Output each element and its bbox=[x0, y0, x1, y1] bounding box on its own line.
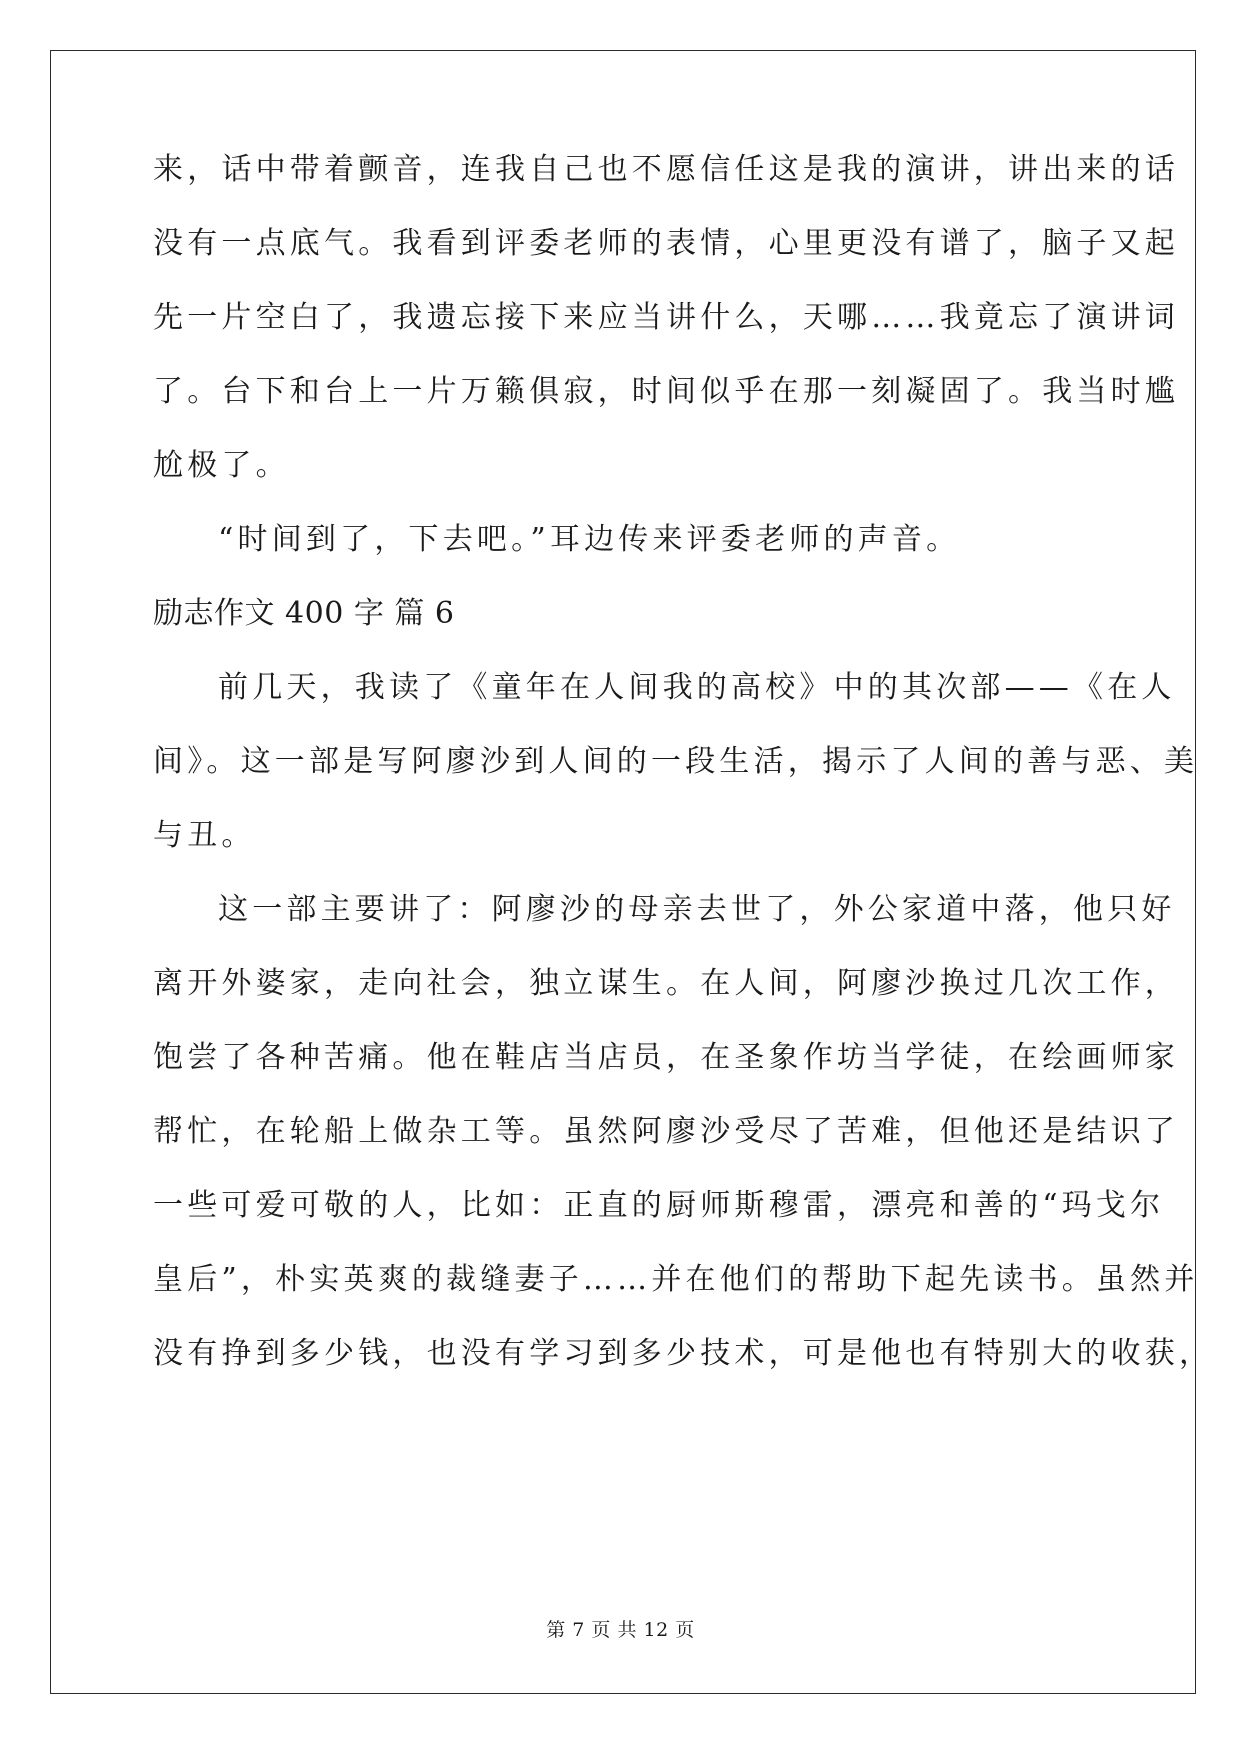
paragraph-line: 饱尝了各种苦痛。他在鞋店当店员，在圣象作坊当学徒，在绘画师家 bbox=[153, 1040, 1179, 1075]
paragraph-line: 前几天，我读了《童年在人间我的高校》中的其次部——《在人 bbox=[218, 670, 1176, 705]
paragraph-line: 没有挣到多少钱，也没有学习到多少技术，可是他也有特别大的收获， bbox=[153, 1336, 1214, 1371]
paragraph-line: 没有一点底气。我看到评委老师的表情，心里更没有谱了，脑子又起 bbox=[153, 226, 1179, 261]
paragraph-line: 这一部主要讲了：阿廖沙的母亲去世了，外公家道中落，他只好 bbox=[218, 892, 1176, 927]
paragraph-line: 了。台下和台上一片万籁俱寂，时间似乎在那一刻凝固了。我当时尴 bbox=[153, 374, 1179, 409]
paragraph-line: 间》。这一部是写阿廖沙到人间的一段生活，揭示了人间的善与恶、美 bbox=[153, 744, 1199, 779]
paragraph-line: 先一片空白了，我遗忘接下来应当讲什么，天哪……我竟忘了演讲词 bbox=[153, 300, 1179, 335]
paragraph-line: 尬极了。 bbox=[153, 448, 290, 483]
paragraph-line: 一些可爱可敬的人，比如：正直的厨师斯穆雷，漂亮和善的“玛戈尔 bbox=[153, 1188, 1165, 1223]
paragraph-line: 与丑。 bbox=[153, 818, 256, 853]
paragraph-line: 帮忙，在轮船上做杂工等。虽然阿廖沙受尽了苦难，但他还是结识了 bbox=[153, 1114, 1179, 1149]
paragraph-line: 离开外婆家，走向社会，独立谋生。在人间，阿廖沙换过几次工作， bbox=[153, 966, 1179, 1001]
paragraph-line: 来，话中带着颤音，连我自己也不愿信任这是我的演讲，讲出来的话 bbox=[153, 152, 1179, 187]
section-heading: 励志作文 400 字 篇 6 bbox=[153, 596, 455, 631]
page-border bbox=[50, 50, 1214, 1694]
paragraph-line: 皇后”，朴实英爽的裁缝妻子……并在他们的帮助下起先读书。虽然并 bbox=[153, 1262, 1199, 1297]
paragraph-line: “时间到了，下去吧。”耳边传来评委老师的声音。 bbox=[218, 522, 961, 557]
page-number: 第 7 页 共 12 页 bbox=[546, 1619, 695, 1641]
